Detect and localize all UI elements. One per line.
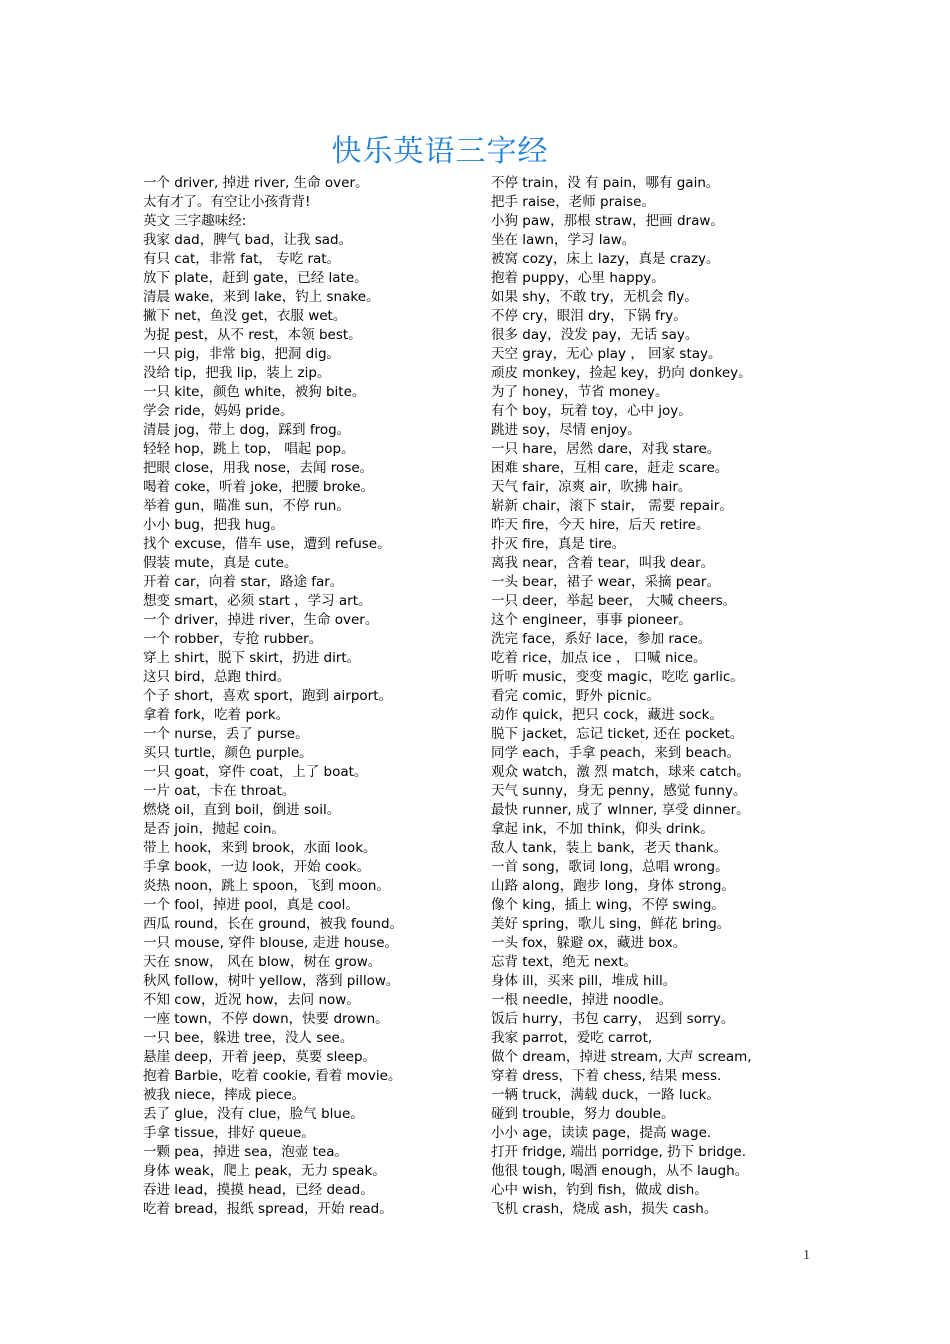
- verse-line: 像个 king，插上 wing，不停 swing。: [491, 897, 725, 913]
- verse-line: 炎热 noon，跳上 spoon，飞到 moon。: [143, 878, 390, 894]
- verse-line: 轻轻 hop，跳上 top， 唱起 pop。: [143, 441, 355, 457]
- verse-line: 最快 runner, 成了 wlnner, 享受 dinner。: [491, 802, 750, 818]
- verse-line: 天空 gray，无心 play ， 回家 stay。: [491, 346, 722, 362]
- verse-line: 天气 fair，凉爽 air，吹拂 hair。: [491, 479, 692, 495]
- verse-line: 洗完 face，系好 lace，参加 race。: [491, 631, 712, 647]
- verse-line: 为捉 pest，从不 rest，本领 best。: [143, 327, 362, 343]
- verse-line: 碰到 trouble，努力 double。: [491, 1106, 675, 1122]
- verse-line: 一个 robber，专抢 rubber。: [143, 631, 323, 647]
- verse-line: 动作 quick，把只 cock，藏进 sock。: [491, 707, 723, 723]
- verse-line: 一颗 pea，掉进 sea，泡壶 tea。: [143, 1144, 349, 1160]
- verse-line: 一首 song，歌词 long，总唱 wrong。: [491, 859, 729, 875]
- verse-line: 买只 turtle，颜色 purple。: [143, 745, 313, 761]
- verse-line: 太有才了。有空让小孩背背!: [143, 194, 311, 210]
- verse-line: 天气 sunny，身无 penny，感觉 funny。: [491, 783, 747, 799]
- verse-line: 放下 plate，赶到 gate，已经 late。: [143, 270, 368, 286]
- page-number: 1: [803, 1248, 810, 1263]
- verse-line: 我家 dad，脾气 bad，让我 sad。: [143, 232, 353, 248]
- verse-line: 一根 needle，掉进 noodle。: [491, 992, 673, 1008]
- verse-line: 为了 honey，节省 money。: [491, 384, 669, 400]
- verse-line: 小狗 paw，那根 straw，把画 draw。: [491, 213, 724, 229]
- verse-line: 悬崖 deep，开着 jeep，莫要 sleep。: [143, 1049, 377, 1065]
- verse-line: 天在 snow， 风在 blow，树在 grow。: [143, 954, 382, 970]
- verse-line: 一个 fool，掉进 pool，真是 cool。: [143, 897, 359, 913]
- verse-line: 是否 join，抛起 coin。: [143, 821, 285, 837]
- verse-line: 吃着 rice，加点 ice ， 口喊 nice。: [491, 650, 707, 666]
- verse-line: 这个 engineer，事事 pioneer。: [491, 612, 692, 628]
- verse-line: 一只 mouse, 穿件 blouse, 走进 house。: [143, 935, 399, 951]
- verse-line: 不停 cry，眼泪 dry，下锅 fry。: [491, 308, 687, 324]
- verse-line: 抱着 Barbie，吃着 cookie, 看着 movie。: [143, 1068, 402, 1084]
- verse-line: 他很 tough, 喝酒 enough，从不 laugh。: [491, 1163, 749, 1179]
- verse-line: 不停 train，没 有 pain，哪有 gain。: [491, 175, 720, 191]
- verse-line: 燃烧 oil，直到 boil，倒进 soil。: [143, 802, 341, 818]
- verse-line: 脱下 jacket，忘记 ticket, 还在 pocket。: [491, 726, 744, 742]
- verse-line: 扑灭 fire，真是 tire。: [491, 536, 626, 552]
- verse-line: 举着 gun，瞄准 sun，不停 run。: [143, 498, 350, 514]
- verse-line: 飞机 crash，烧成 ash，损失 cash。: [491, 1201, 718, 1217]
- verse-line: 撇下 net，鱼没 get，衣服 wet。: [143, 308, 347, 324]
- verse-line: 一只 hare，居然 dare，对我 stare。: [491, 441, 721, 457]
- verse-line: 吞进 lead，摸摸 head，已经 dead。: [143, 1182, 374, 1198]
- verse-line: 崭新 chair，滚下 stair， 需要 repair。: [491, 498, 733, 514]
- verse-line: 小小 age，读读 page，提高 wage.: [491, 1125, 712, 1141]
- verse-line: 有个 boy，玩着 toy，心中 joy。: [491, 403, 692, 419]
- verse-line: 吃着 bread，报纸 spread，开始 read。: [143, 1201, 393, 1217]
- verse-line: 英文 三字趣味经:: [143, 213, 247, 229]
- verse-line: 拿起 ink，不加 think，仰头 drink。: [491, 821, 714, 837]
- verse-line: 一个 nurse，丢了 purse。: [143, 726, 309, 742]
- verse-line: 忘背 text，绝无 next。: [491, 954, 638, 970]
- verse-line: 听听 music，变变 magic，吃吃 garlic。: [491, 669, 744, 685]
- verse-line: 清晨 wake，来到 lake，钓上 snake。: [143, 289, 380, 305]
- verse-line: 坐在 lawn，学习 law。: [491, 232, 636, 248]
- verse-line: 一个 driver，掉进 river，生命 over。: [143, 612, 379, 628]
- verse-line: 个子 short，喜欢 sport，跑到 airport。: [143, 688, 393, 704]
- verse-line: 顽皮 monkey，捡起 key，扔向 donkey。: [491, 365, 752, 381]
- verse-line: 一只 deer，举起 beer， 大喊 cheers。: [491, 593, 737, 609]
- verse-line: 一只 kite，颜色 white，被狗 bite。: [143, 384, 366, 400]
- verse-line: 心中 wish，钓到 fish，做成 dish。: [491, 1182, 708, 1198]
- verse-line: 做个 dream，掉进 stream, 大声 scream,: [491, 1049, 752, 1065]
- verse-line: 被窝 cozy，床上 lazy，真是 crazy。: [491, 251, 720, 267]
- verse-line: 跳进 soy，尽情 enjoy。: [491, 422, 641, 438]
- verse-line: 看完 comic，野外 picnic。: [491, 688, 661, 704]
- verse-line: 一只 pig，非常 big，把洞 dig。: [143, 346, 341, 362]
- verse-line: 手拿 tissue，排好 queue。: [143, 1125, 315, 1141]
- verse-line: 小小 bug，把我 hug。: [143, 517, 284, 533]
- verse-line: 西瓜 round，长在 ground，被我 found。: [143, 916, 404, 932]
- verse-line: 丢了 glue，没有 clue，脸气 blue。: [143, 1106, 364, 1122]
- verse-line: 一座 town，不停 down，快要 drown。: [143, 1011, 389, 1027]
- verse-line: 饭后 hurry，书包 carry， 迟到 sorry。: [491, 1011, 735, 1027]
- right-column: [491, 174, 821, 1219]
- verse-line: 假装 mute，真是 cute。: [143, 555, 298, 571]
- verse-line: 这只 bird，总跑 third。: [143, 669, 291, 685]
- verse-line: 抱着 puppy，心里 happy。: [491, 270, 665, 286]
- verse-line: 被我 niece，摔成 piece。: [143, 1087, 306, 1103]
- verse-line: 一辆 truck，满载 duck，一路 luck。: [491, 1087, 720, 1103]
- document-title: 快乐英语三字经: [331, 134, 549, 169]
- verse-line: 如果 shy，不敢 try，无机会 fly。: [491, 289, 698, 305]
- verse-line: 把手 raise，老师 praise。: [491, 194, 655, 210]
- verse-line: 一头 bear，裙子 wear，采摘 pear。: [491, 574, 720, 590]
- verse-line: 手拿 book，一边 look，开始 cook。: [143, 859, 371, 875]
- verse-line: 同学 each，手拿 peach，来到 beach。: [491, 745, 741, 761]
- verse-line: 山路 along，跑步 long，身体 strong。: [491, 878, 735, 894]
- verse-line: 身体 ill，买来 pill，堆成 hill。: [491, 973, 677, 989]
- verse-line: 一只 bee，躲进 tree，没人 see。: [143, 1030, 354, 1046]
- verse-line: 一头 fox，躲避 ox，藏进 box。: [491, 935, 687, 951]
- verse-line: 困难 share，互相 care，赶走 scare。: [491, 460, 729, 476]
- verse-line: 穿着 dress，下着 chess, 结果 mess.: [491, 1068, 722, 1084]
- verse-line: 敌人 tank，装上 bank，老天 thank。: [491, 840, 728, 856]
- verse-line: 想变 smart，必须 start ，学习 art。: [143, 593, 372, 609]
- verse-line: 找个 excuse，借车 use，遭到 refuse。: [143, 536, 391, 552]
- verse-line: 观众 watch，激 烈 match，球来 catch。: [491, 764, 750, 780]
- verse-line: 昨天 fire，今天 hire，后天 retire。: [491, 517, 710, 533]
- verse-line: 学会 ride，妈妈 pride。: [143, 403, 294, 419]
- verse-line: 我家 parrot，爱吃 carrot,: [491, 1030, 653, 1046]
- verse-line: 一片 oat，卡在 throat。: [143, 783, 296, 799]
- verse-line: 带上 hook，来到 brook，水面 look。: [143, 840, 377, 856]
- verse-line: 拿着 fork，吃着 pork。: [143, 707, 290, 723]
- verse-line: 身体 weak，爬上 peak，无力 speak。: [143, 1163, 386, 1179]
- verse-line: 穿上 shirt，脱下 skirt，扔进 dirt。: [143, 650, 361, 666]
- verse-line: 秋风 follow，树叶 yellow，落到 pillow。: [143, 973, 400, 989]
- verse-line: 开着 car，向着 star，路途 far。: [143, 574, 344, 590]
- verse-line: 离我 near，含着 tear，叫我 dear。: [491, 555, 715, 571]
- verse-line: 一只 goat，穿件 coat，上了 boat。: [143, 764, 368, 780]
- verse-line: 有只 cat，非常 fat， 专吃 rat。: [143, 251, 341, 267]
- verse-line: 很多 day，没发 pay，无话 say。: [491, 327, 699, 343]
- verse-line: 打开 fridge, 端出 porridge, 扔下 bridge.: [491, 1144, 747, 1160]
- verse-line: 把眼 close，用我 nose，去闻 rose。: [143, 460, 374, 476]
- verse-line: 美好 spring，歌儿 sing，鲜花 bring。: [491, 916, 731, 932]
- verse-line: 不知 cow，近况 how，去问 now。: [143, 992, 360, 1008]
- verse-line: 清晨 jog，带上 dog，踩到 frog。: [143, 422, 351, 438]
- verse-line: 喝着 coke，听着 joke，把腰 broke。: [143, 479, 375, 495]
- verse-line: 一个 driver, 掉进 river, 生命 over。: [143, 175, 369, 191]
- verse-line: 没给 tip，把我 lip，装上 zip。: [143, 365, 331, 381]
- left-column: [143, 174, 473, 1219]
